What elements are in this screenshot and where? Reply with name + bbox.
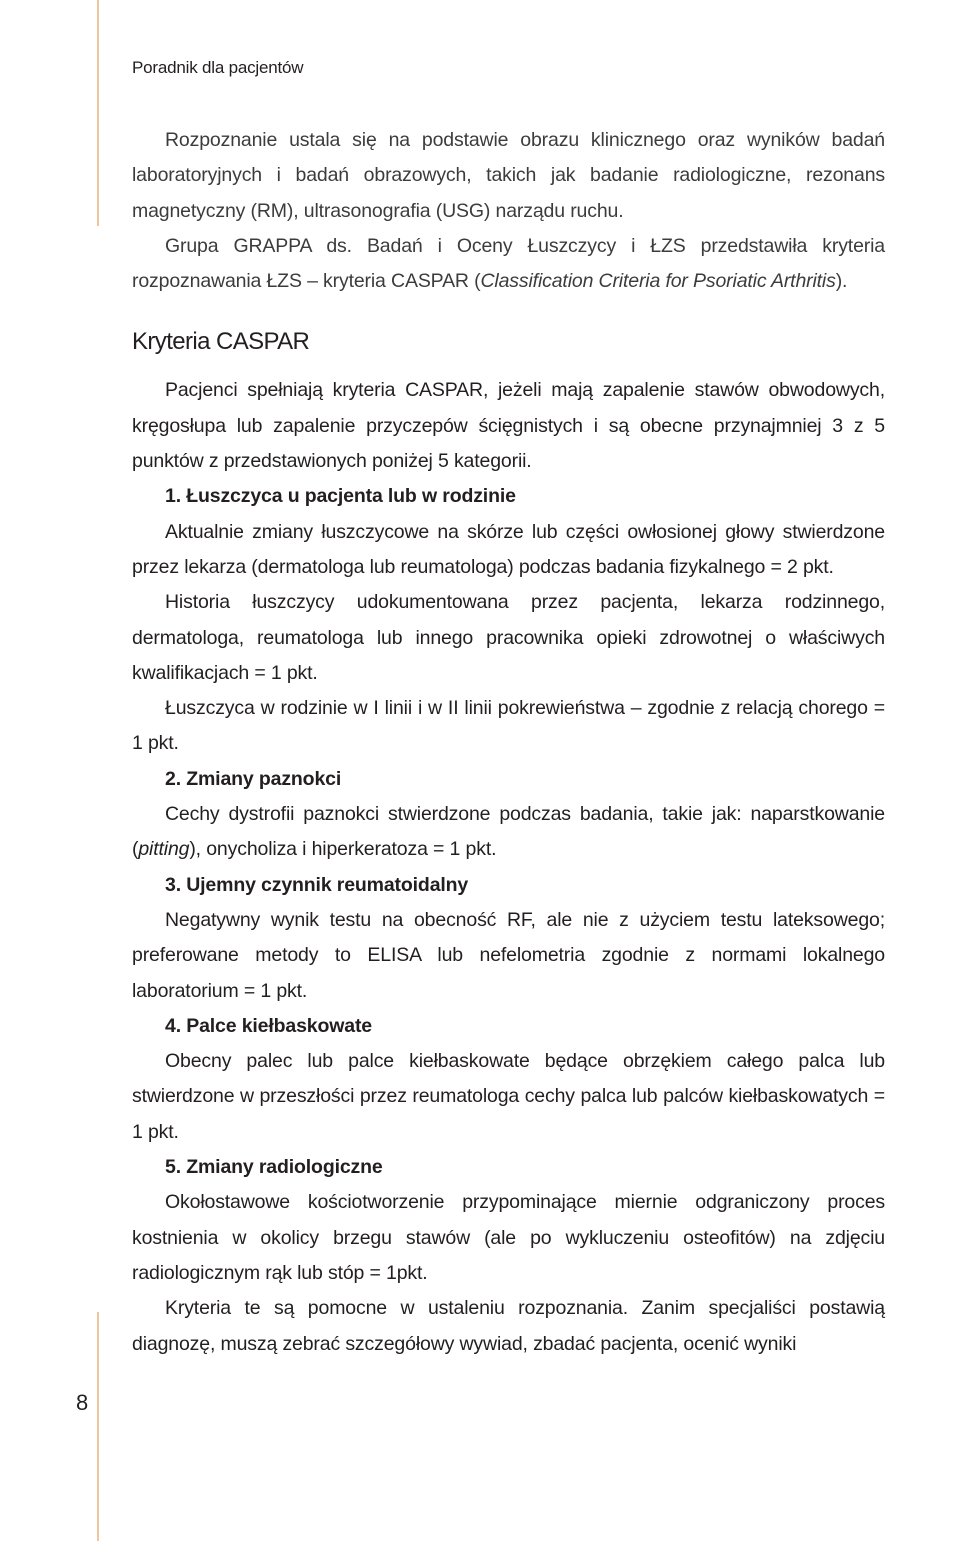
intro-paragraph-2: Grupa GRAPPA ds. Badań i Oceny Łuszczycy i ŁZS przedstawiła kryteria rozpoznawania ŁZS – kryteria CASPAR (Classification Criteria for Psoriatic Arthritis). (132, 234, 885, 293)
criterion-1-text-2: Historia łuszczycy udokumentowana przez pacjenta, lekarza rodzinnego, dermatologa, reumatologa lub innego pracownika opieki zdrowotnej o właściwych kwalifikacjach = 1 pkt. (132, 591, 885, 684)
section-heading: Kryteria CASPAR (132, 328, 310, 356)
criterion-1-text-1: Aktualnie zmiany łuszczycowe na skórze lub części owłosionej głowy stwierdzone przez lekarza (dermatologa lub reumatologa) podczas badania fizykalnego = 2 pkt. (132, 520, 885, 578)
criterion-5-title: 5. Zmiany radiologiczne (165, 1156, 383, 1179)
section-lead: Pacjenci spełniają kryteria CASPAR, jeżeli mają zapalenie stawów obwodowych, kręgosłupa lub zapalenie przyczepów ścięgnistych i są obecne przynajmniej 3 z 5 punktów z przedstawionych poniżej 5 kategorii. (132, 379, 885, 473)
criterion-5-text: Okołostawowe kościotworzenie przypominające miernie odgraniczony proces kostnienia w okolicy brzegu stawów (ale po wykluczeniu osteofitów) na zdjęciu radiologicznym rąk lub stóp = 1pkt. (132, 1191, 885, 1284)
page-body (132, 123, 885, 1362)
margin-rule-bottom (97, 1312, 99, 1541)
closing-paragraph: Kryteria te są pomocne w ustaleniu rozpoznania. Zanim specjaliści postawią diagnozę, muszą zebrać szczegółowy wywiad, zbadać pacjenta, ocenić wyniki (132, 1297, 885, 1355)
criterion-3-title: 3. Ujemny czynnik reumatoidalny (165, 873, 469, 896)
criterion-1-text-3: Łuszczyca w rodzinie w I linii i w II linii pokrewieństwa – zgodnie z relacją chorego = 1 pkt. (132, 697, 885, 755)
criterion-2-text: Cechy dystrofii paznokci stwierdzone podczas badania, takie jak: naparstkowanie (pitting), onycholiza i hiperkeratoza = 1 pkt. (132, 803, 885, 861)
criterion-3-text: Negatywny wynik testu na obecność RF, ale nie z użyciem testu lateksowego; preferowane metody to ELISA lub nefelometria zgodnie z normami lokalnego laboratorium = 1 pkt. (132, 908, 885, 1002)
running-header: Poradnik dla pacjentów (132, 58, 304, 77)
criterion-4-title: 4. Palce kiełbaskowate (165, 1014, 372, 1037)
criterion-4-text: Obecny palec lub palce kiełbaskowate będące obrzękiem całego palca lub stwierdzone w przeszłości przez reumatologa cechy palca lub palców kiełbaskowatych = 1 pkt. (132, 1050, 885, 1143)
criterion-1-title: 1. Łuszczyca u pacjenta lub w rodzinie (165, 485, 516, 508)
criterion-2-title: 2. Zmiany paznokci (165, 767, 342, 790)
intro-paragraph-1: Rozpoznanie ustala się na podstawie obrazu klinicznego oraz wyników badań laboratoryjnych i badań obrazowych, takich jak badanie radiologiczne, rezonans magnetyczny (RM), ultrasonografia (USG) narządu ruchu. (132, 129, 885, 222)
page-number: 8 (76, 1390, 89, 1415)
margin-rule-top (97, 0, 99, 226)
